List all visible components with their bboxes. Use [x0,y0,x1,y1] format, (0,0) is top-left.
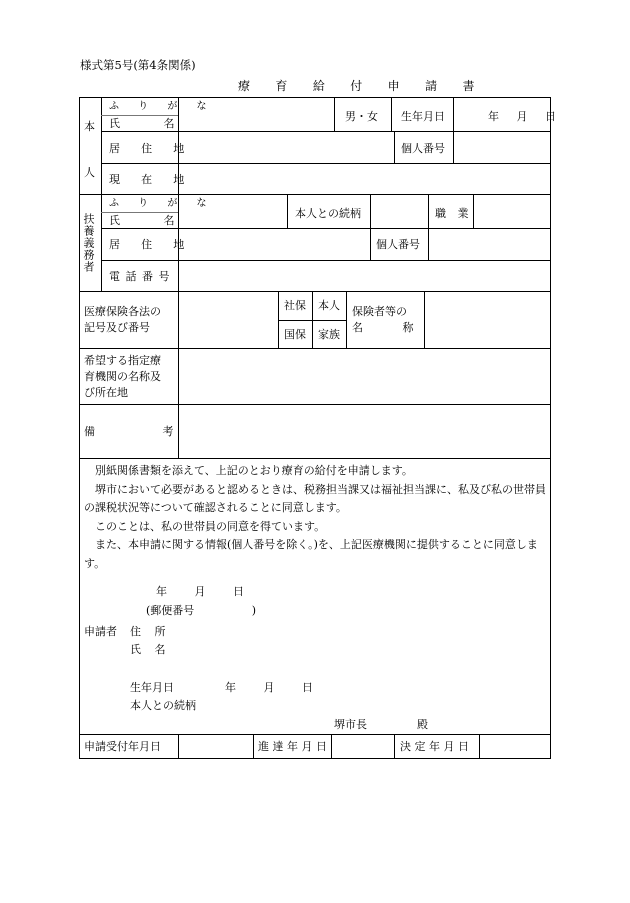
declaration-paragraph-3: このことは、私の世帯員の同意を得ています。 [95,519,326,533]
person-section-label-top: 本 [84,120,95,133]
guardian-domicile-label: 居 住 地 [109,238,193,251]
insurer-label-line1: 保険者等の [352,305,407,318]
form-title: 療 育 給 付 申 請 書 [238,79,486,93]
kokuho-option[interactable]: 国保 [284,328,306,341]
facility-label-line2: 育機関の名称及 [84,370,161,383]
form-number: 様式第5号(第4条関係) [80,58,196,72]
facility-label-line1: 希望する指定療 [84,354,161,367]
guardian-phone-label: 電 話 番 号 [109,270,170,283]
kazoku-option[interactable]: 家族 [318,328,340,341]
guardian-occupation-label: 職 業 [435,207,469,220]
declaration-paragraph-4: また、本申請に関する情報(個人番号を除く。)を、上記医療機関に提供することに同意します。 [84,538,538,570]
forwarded-date-label: 進 達 年 月 日 [258,740,327,753]
person-section-label-bottom: 人 [84,166,95,179]
declaration-text [84,462,550,573]
applicant-label: 申請者 [84,625,117,638]
mayor-addressee: 堺市長 [334,718,367,731]
guardian-id-number-label: 個人番号 [376,238,420,251]
person-id-number-label: 個人番号 [401,142,445,155]
gender-option[interactable]: 男・女 [345,110,378,123]
person-name-label: 氏 名 [109,117,175,130]
honnin-option[interactable]: 本人 [318,299,340,312]
postal-code[interactable]: (郵便番号 ) [146,604,257,617]
person-furigana-label: ふ り が な [109,101,215,112]
honorific: 殿 [417,718,428,731]
applicant-relationship-label: 本人との続柄 [130,699,196,712]
guardian-furigana-label: ふ り が な [109,198,215,209]
person-domicile-label: 居 住 地 [109,142,193,155]
person-birthdate-label: 生年月日 [401,110,445,123]
guardian-relationship-label: 本人との続柄 [295,207,361,220]
application-date[interactable]: 年 月 日 [156,585,244,598]
applicant-name-label: 氏 名 [130,643,166,656]
applicant-birthdate-value[interactable]: 年 月 日 [225,681,313,694]
insurance-label-line2: 記号及び番号 [84,321,150,334]
declaration-paragraph-1: 別紙関係書類を添えて、上記のとおり療育の給付を申請します。 [95,464,413,477]
declaration-paragraph-2: 堺市において必要があると認めるときは、税務担当課又は福祉担当課に、私及び私の世帯員の課税状況等について確認されることに同意します。 [84,482,546,514]
applicant-address-label: 住 所 [130,625,166,638]
insurer-label-line2: 名 称 [352,321,414,334]
received-date-label: 申請受付年月日 [84,740,161,753]
insurance-label-line1: 医療保険各法の [84,305,161,318]
person-current-address-label: 現 在 地 [109,173,193,186]
guardian-name-label: 氏 名 [109,214,175,227]
guardian-section-label: 扶養義務者 [82,213,95,273]
shaho-option[interactable]: 社保 [284,299,306,312]
applicant-birthdate-label: 生年月日 [130,681,174,694]
decision-date-label: 決 定 年 月 日 [400,740,469,753]
person-birthdate-value[interactable]: 年 月 日 [488,110,556,123]
remarks-label: 備 考 [84,425,174,438]
facility-label-line3: び所在地 [84,386,128,399]
